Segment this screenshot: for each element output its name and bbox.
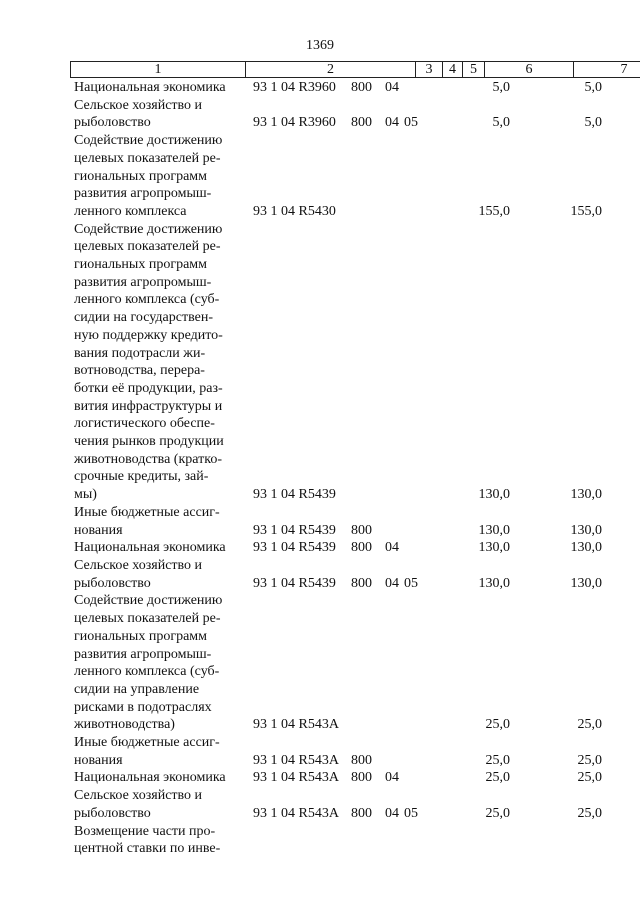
column-header-3: 3 [416, 62, 443, 78]
row-name-line: ленного комплекса (суб- [74, 664, 220, 680]
table-row [70, 823, 614, 858]
table-row [70, 132, 614, 221]
row-name-line: Иные бюджетные ассиг- [74, 735, 220, 751]
row-value-col6: 25,0 [485, 717, 510, 733]
row-value-col7: 25,0 [577, 717, 602, 733]
row-name-line: гиональных программ [74, 257, 207, 273]
row-name-line: Сельское хозяйство и [74, 97, 203, 113]
row-value-col6: 130,0 [478, 522, 510, 538]
row-value-col6: 130,0 [478, 540, 510, 556]
row-expense-type: 800 [351, 522, 372, 538]
row-name [70, 504, 245, 539]
column-header-row [71, 62, 640, 78]
row-value-col6 [424, 823, 513, 858]
row-name-line: центной ставки по инве- [74, 841, 221, 857]
row-code: 93 1 04 R3960 [253, 115, 336, 131]
row-section: 04 [385, 80, 399, 95]
row-name [70, 769, 245, 787]
column-header-5: 5 [463, 62, 485, 78]
row-name-line: Содействие достижению [74, 593, 223, 609]
row-value-col6: 5,0 [492, 80, 510, 95]
row-subsection [402, 823, 424, 858]
row-value-col7: 130,0 [570, 522, 602, 538]
row-name-line: ленного комплекса (суб- [74, 292, 220, 308]
row-name-line: целевых показателей ре- [74, 611, 221, 627]
row-value-col6: 130,0 [478, 487, 510, 503]
row-subsection [402, 539, 424, 557]
column-header-4: 4 [443, 62, 463, 78]
row-name-line: рыболовство [74, 805, 151, 821]
row-code: 93 1 04 R5430 [253, 203, 336, 219]
row-subsection: 05 [404, 575, 418, 591]
row-expense-type: 800 [351, 575, 372, 591]
row-code: 93 1 04 R543A [253, 770, 339, 786]
row-name-line: рыболовство [74, 115, 151, 131]
row-value-col7: 25,0 [577, 805, 602, 821]
row-value-col7: 25,0 [577, 752, 602, 768]
row-name-line: развития агропромыш- [74, 646, 212, 662]
row-expense-type [348, 592, 382, 734]
row-name-line: Возмещение части про- [74, 823, 216, 839]
row-value-col6: 5,0 [492, 115, 510, 131]
row-code: 93 1 04 R5439 [253, 575, 336, 591]
row-value-col7: 130,0 [570, 487, 602, 503]
row-name [70, 734, 245, 769]
row-subsection [402, 592, 424, 734]
row-expense-type: 800 [351, 752, 372, 768]
row-name-line: ботки её продукции, раз- [74, 380, 223, 396]
table-row [70, 734, 614, 769]
row-name [70, 823, 245, 858]
row-name-line: Сельское хозяйство и [74, 557, 203, 573]
row-subsection [402, 79, 424, 97]
row-name-line: сидии на государствен- [74, 310, 213, 326]
row-name-line: животноводства (кратко- [74, 451, 222, 467]
row-name [70, 132, 245, 221]
row-section [382, 592, 402, 734]
row-name-line: логистического обеспе- [74, 416, 215, 432]
row-subsection [402, 769, 424, 787]
row-section: 04 [385, 805, 399, 821]
row-name-line: целевых показателей ре- [74, 239, 221, 255]
row-name-line: мы) [74, 487, 97, 503]
row-name-line: Содействие достижению [74, 133, 223, 149]
row-name-line: вотноводства, перера- [74, 363, 205, 379]
row-name-line: целевых показателей ре- [74, 150, 221, 166]
row-code: 93 1 04 R543A [253, 717, 339, 733]
column-header-table [70, 61, 640, 78]
row-section: 04 [385, 540, 399, 556]
row-name [70, 221, 245, 504]
row-expense-type [348, 132, 382, 221]
row-expense-type: 800 [351, 805, 372, 821]
row-name [70, 592, 245, 734]
row-value-col6: 25,0 [485, 770, 510, 786]
table-row [70, 504, 614, 539]
row-name [70, 557, 245, 592]
table-row [70, 97, 614, 132]
row-value-col7: 155,0 [570, 203, 602, 219]
row-subsection: 05 [404, 115, 418, 131]
row-name-line: Иные бюджетные ассиг- [74, 504, 220, 520]
row-name-line: чения рынков продукции [74, 434, 224, 450]
row-subsection [402, 734, 424, 769]
row-name-line: рисками в подотраслях [74, 699, 212, 715]
column-header-2: 2 [246, 62, 416, 78]
row-section: 04 [385, 770, 399, 786]
row-expense-type [348, 823, 382, 858]
budget-table [70, 79, 614, 858]
row-section [382, 132, 402, 221]
row-name-line: вания подотрасли жи- [74, 345, 206, 361]
row-name-line: срочные кредиты, зай- [74, 469, 209, 485]
row-value-col6: 130,0 [478, 575, 510, 591]
row-subsection [402, 221, 424, 504]
row-name [70, 787, 245, 822]
row-section: 04 [385, 575, 399, 591]
row-name-line: рыболовство [74, 575, 151, 591]
table-row [70, 539, 614, 557]
row-code: 93 1 04 R5439 [253, 540, 336, 556]
row-section [382, 823, 402, 858]
row-name-line: Национальная экономика [74, 770, 226, 786]
table-row [70, 557, 614, 592]
column-header-7: 7 [574, 62, 640, 78]
row-name-line: нования [74, 752, 123, 768]
row-code: 93 1 04 R3960 [253, 80, 336, 95]
row-value-col7: 5,0 [584, 80, 602, 95]
table-row [70, 769, 614, 787]
row-name-line: Сельское хозяйство и [74, 788, 203, 804]
row-value-col7: 25,0 [577, 770, 602, 786]
row-name [70, 539, 245, 557]
row-subsection [402, 504, 424, 539]
row-value-col7 [513, 823, 614, 858]
row-name-line: гиональных программ [74, 168, 207, 184]
row-name-line: Содействие достижению [74, 221, 223, 237]
row-value-col6: 25,0 [485, 752, 510, 768]
table-row [70, 79, 614, 97]
budget-table-body [70, 79, 614, 858]
row-code: 93 1 04 R543A [253, 752, 339, 768]
row-name-line: животноводства) [74, 717, 175, 733]
row-code: 93 1 04 R5439 [253, 487, 336, 503]
row-code: 93 1 04 R543A [253, 805, 339, 821]
row-name-line: развития агропромыш- [74, 274, 212, 290]
table-row [70, 221, 614, 504]
row-expense-type: 800 [351, 115, 372, 131]
row-value-col7: 130,0 [570, 540, 602, 556]
row-code [245, 823, 348, 858]
column-header-6: 6 [485, 62, 574, 78]
row-name-line: Национальная экономика [74, 540, 226, 556]
page-number: 1369 [306, 38, 334, 53]
column-header-1: 1 [71, 62, 246, 78]
table-row [70, 787, 614, 822]
row-value-col6: 155,0 [478, 203, 510, 219]
row-code: 93 1 04 R5439 [253, 522, 336, 538]
row-section: 04 [385, 115, 399, 131]
row-name-line: нования [74, 522, 123, 538]
row-expense-type: 800 [351, 540, 372, 556]
row-name [70, 97, 245, 132]
row-value-col6: 25,0 [485, 805, 510, 821]
row-name [70, 79, 245, 97]
row-value-col7: 5,0 [584, 115, 602, 131]
row-name-line: сидии на управление [74, 681, 200, 697]
row-section [382, 504, 402, 539]
row-expense-type: 800 [351, 80, 372, 95]
row-name-line: ную поддержку кредито- [74, 327, 223, 343]
row-subsection [402, 132, 424, 221]
row-subsection: 05 [404, 805, 418, 821]
row-name-line: развития агропромыш- [74, 186, 212, 202]
table-row [70, 592, 614, 734]
row-value-col7: 130,0 [570, 575, 602, 591]
row-expense-type [348, 221, 382, 504]
row-expense-type: 800 [351, 770, 372, 786]
row-name-line: вития инфраструктуры и [74, 398, 223, 414]
row-name-line: ленного комплекса [74, 203, 187, 219]
row-section [382, 734, 402, 769]
row-name-line: Национальная экономика [74, 80, 226, 95]
row-section [382, 221, 402, 504]
row-name-line: гиональных программ [74, 628, 207, 644]
